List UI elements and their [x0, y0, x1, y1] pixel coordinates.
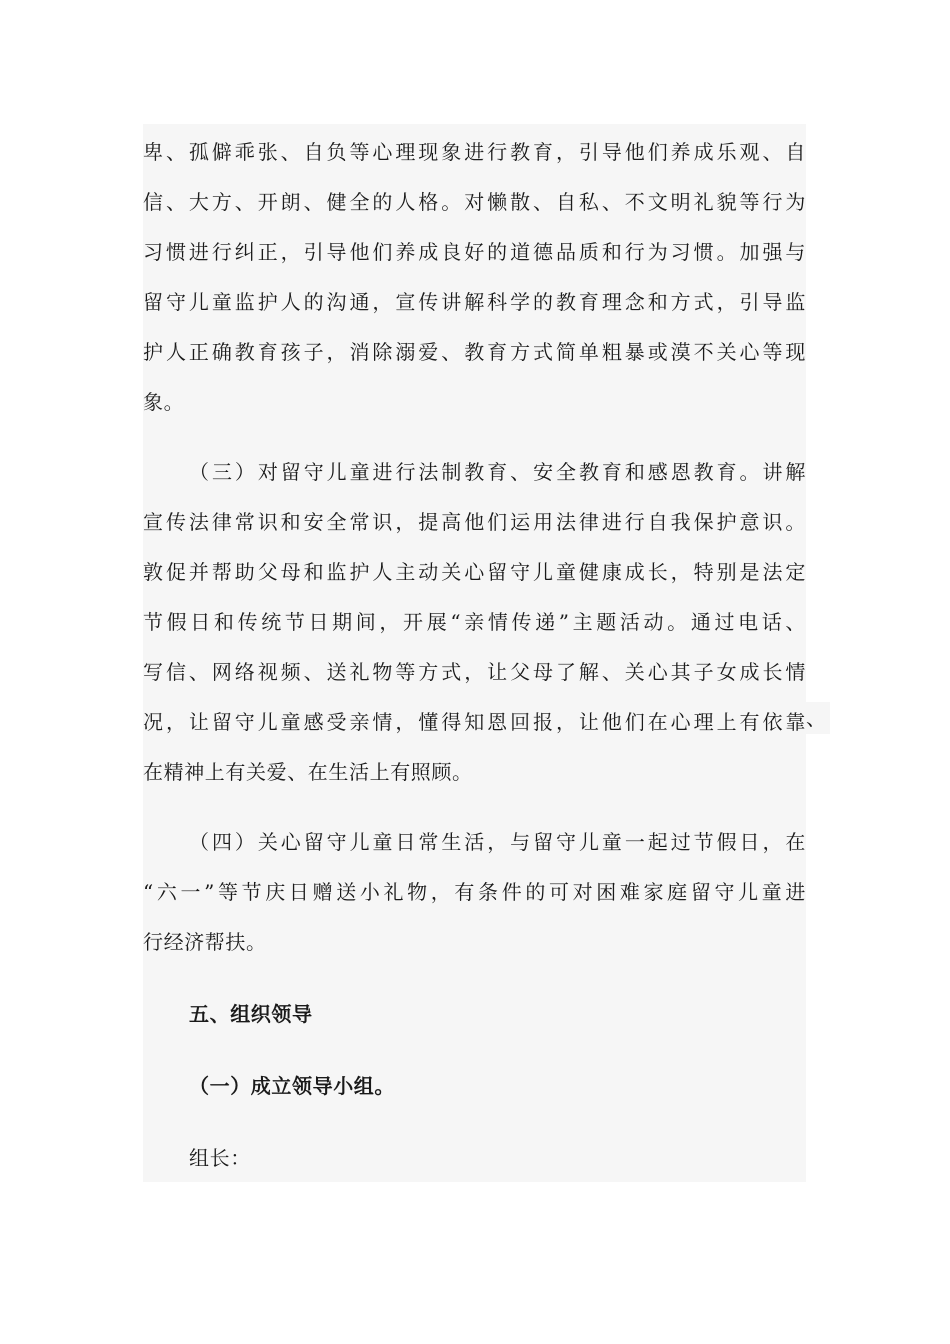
paragraph-3-line-1: （四）关心留守儿童日常生活，与留守儿童一起过节假日，在	[189, 830, 806, 854]
paragraph-2-line-3: 敦促并帮助父母和监护人主动关心留守儿童健康成长，特别是法定	[143, 560, 806, 584]
paragraph-2-line-5: 写信、网络视频、送礼物等方式，让父母了解、关心其子女成长情	[143, 660, 806, 684]
paragraph-2-line-4: 节假日和传统节日期间，开展“亲情传递”主题活动。通过电话、	[143, 610, 806, 634]
paragraph-2-line-6: 况，让留守儿童感受亲情，懂得知恩回报，让他们在心理上有依靠	[143, 710, 806, 734]
paragraph-1-line-6: 象。	[143, 390, 185, 414]
paragraph-3-line-2: “六一”等节庆日赠送小礼物，有条件的可对困难家庭留守儿童进	[143, 880, 806, 904]
paragraph-1-line-4: 留守儿童监护人的沟通，宣传讲解科学的教育理念和方式，引导监	[143, 290, 806, 314]
paragraph-3-line-3: 行经济帮扶。	[143, 930, 267, 954]
section-heading: 五、组织领导	[189, 1002, 313, 1026]
overflow-punctuation: 、	[806, 706, 826, 730]
paragraph-1-line-5: 护人正确教育孩子，消除溺爱、教育方式简单粗暴或漠不关心等现	[143, 340, 806, 364]
paragraph-1-line-3: 习惯进行纠正，引导他们养成良好的道德品质和行为习惯。加强与	[143, 240, 806, 264]
document-page	[143, 124, 806, 1182]
paragraph-1-line-1: 卑、孤僻乖张、自负等心理现象进行教育，引导他们养成乐观、自	[143, 140, 806, 164]
paragraph-2-line-1: （三）对留守儿童进行法制教育、安全教育和感恩教育。讲解	[189, 460, 806, 484]
leader-label: 组长：	[189, 1146, 251, 1170]
paragraph-1-line-2: 信、大方、开朗、健全的人格。对懒散、自私、不文明礼貌等行为	[143, 190, 806, 214]
sub-heading: （一）成立领导小组。	[189, 1074, 395, 1098]
paragraph-2-line-7: 在精神上有关爱、在生活上有照顾。	[143, 760, 473, 784]
paragraph-2-line-2: 宣传法律常识和安全常识，提高他们运用法律进行自我保护意识。	[143, 510, 806, 534]
